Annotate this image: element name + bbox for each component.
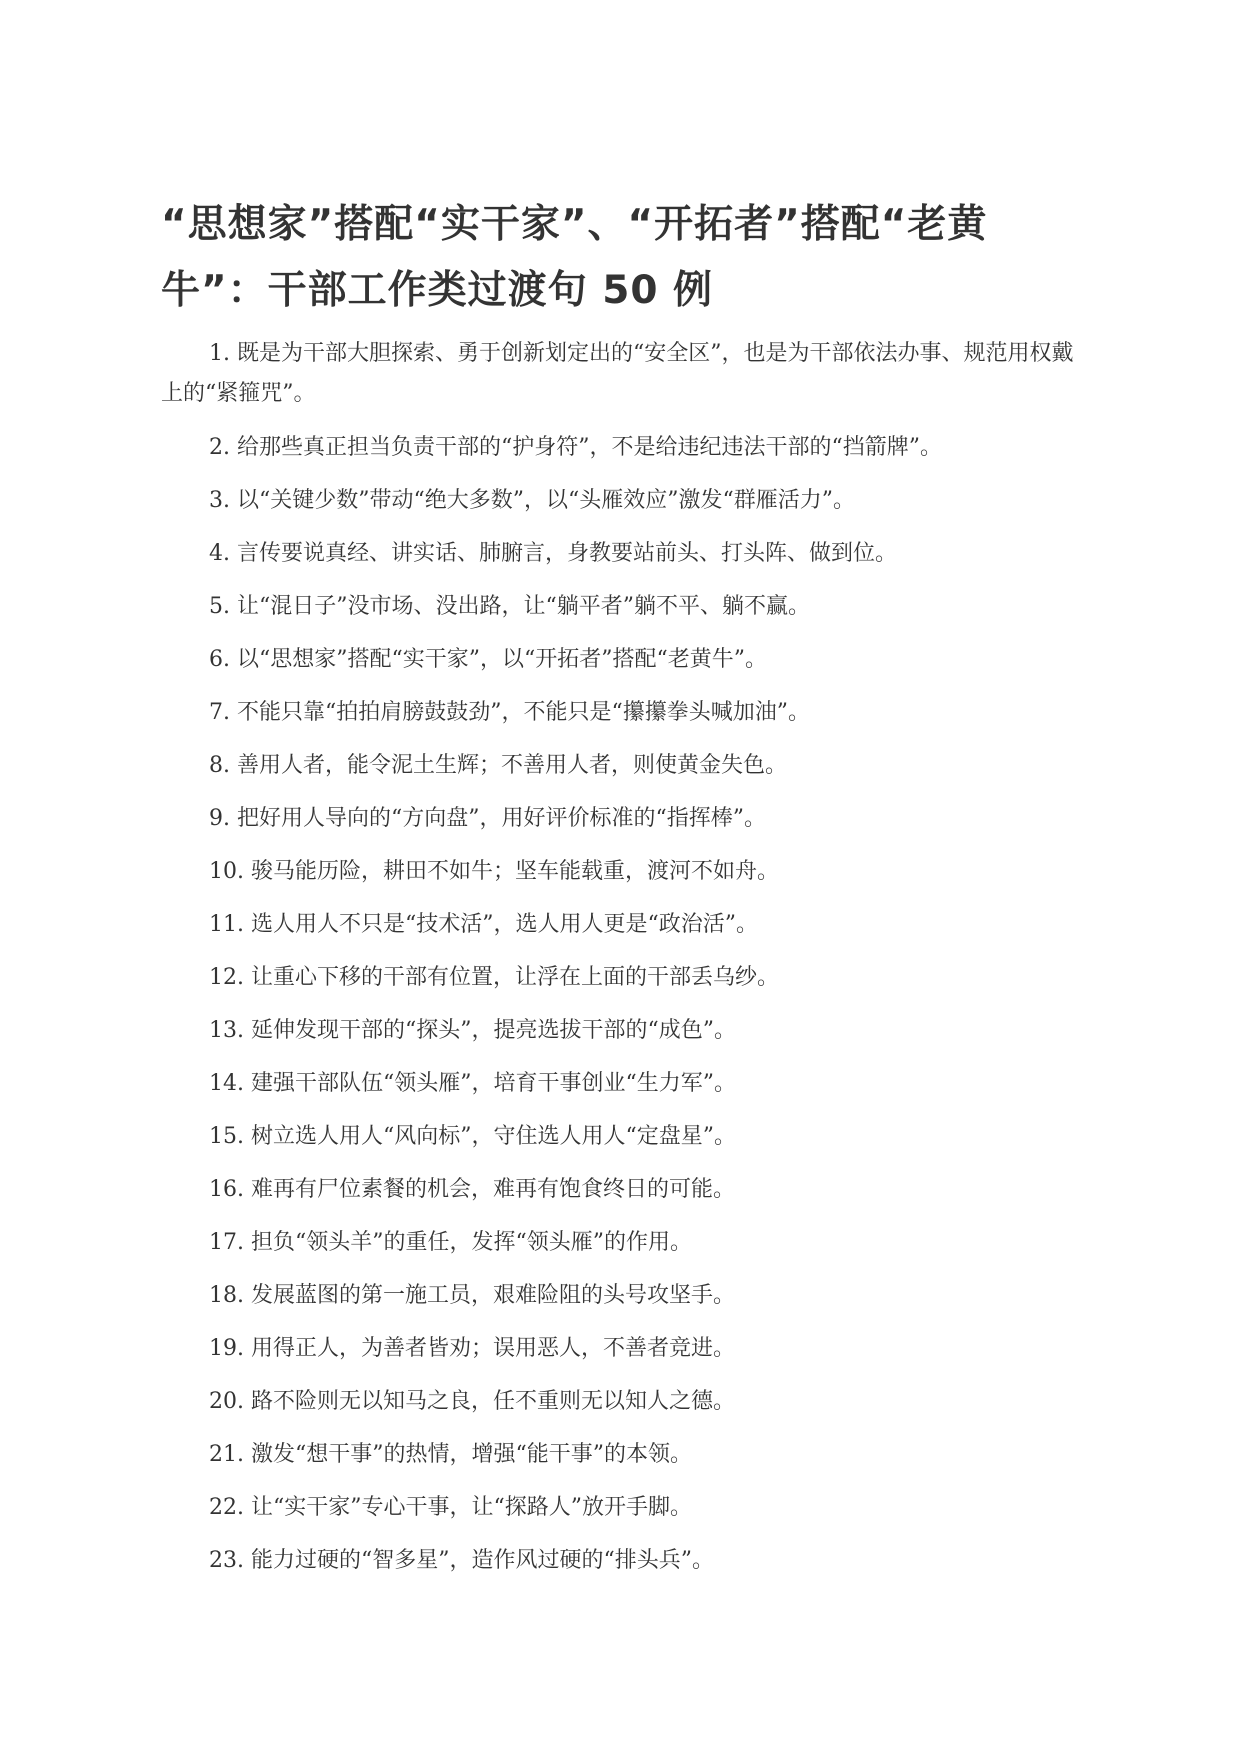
list-item: 10. 骏马能历险，耕田不如牛；坚车能载重，渡河不如舟。 (209, 859, 779, 884)
list-item: 19. 用得正人，为善者皆劝；误用恶人，不善者竞进。 (209, 1336, 735, 1361)
list-item: 12. 让重心下移的干部有位置，让浮在上面的干部丢乌纱。 (209, 965, 779, 990)
list-item: 17. 担负“领头羊”的重任，发挥“领头雁”的作用。 (209, 1230, 692, 1255)
list-item: 4. 言传要说真经、讲实话、肺腑言，身教要站前头、打头阵、做到位。 (209, 541, 897, 566)
list-item: 22. 让“实干家”专心干事，让“探路人”放开手脚。 (209, 1495, 692, 1520)
list-item: 13. 延伸发现干部的“探头”，提亮选拔干部的“成色”。 (209, 1018, 736, 1043)
list-item: 11. 选人用人不只是“技术活”，选人用人更是“政治活”。 (209, 912, 758, 937)
list-item: 9. 把好用人导向的“方向盘”，用好评价标准的“指挥棒”。 (209, 806, 766, 831)
list-item: 2. 给那些真正担当负责干部的“护身符”，不是给违纪违法干部的“挡箭牌”。 (209, 435, 942, 460)
list-item: 18. 发展蓝图的第一施工员，艰难险阻的头号攻坚手。 (209, 1283, 735, 1308)
list-item: 16. 难再有尸位素餐的机会，难再有饱食终日的可能。 (209, 1177, 735, 1202)
list-item: 23. 能力过硬的“智多星”，造作风过硬的“排头兵”。 (209, 1548, 714, 1573)
list-item: 14. 建强干部队伍“领头雁”，培育干事创业“生力军”。 (209, 1071, 736, 1096)
list-item: 21. 激发“想干事”的热情，增强“能干事”的本领。 (209, 1442, 692, 1467)
list-item: 3. 以“关键少数”带动“绝大多数”，以“头雁效应”激发“群雁活力”。 (209, 488, 855, 513)
document-title: “思想家”搭配“实干家”、“开拓者”搭配“老黄牛”：干部工作类过渡句 50 例 (161, 202, 988, 313)
list-item: 1. 既是为干部大胆探索、勇于创新划定出的“安全区”，也是为干部依法办事、规范用权戴上的“紧箍咒”。 (161, 341, 1074, 406)
list-item: 8. 善用人者，能令泥土生辉；不善用人者，则使黄金失色。 (209, 753, 787, 778)
list-item: 5. 让“混日子”没市场、没出路，让“躺平者”躺不平、躺不赢。 (209, 594, 810, 619)
list-item: 20. 路不险则无以知马之良，任不重则无以知人之德。 (209, 1389, 735, 1414)
list-item: 7. 不能只靠“拍拍肩膀鼓鼓劲”，不能只是“攥攥拳头喊加油”。 (209, 700, 810, 725)
list-item: 15. 树立选人用人“风向标”，守住选人用人“定盘星”。 (209, 1124, 736, 1149)
list-item: 6. 以“思想家”搭配“实干家”，以“开拓者”搭配“老黄牛”。 (209, 647, 767, 672)
transition-sentence-list (161, 334, 1086, 1594)
